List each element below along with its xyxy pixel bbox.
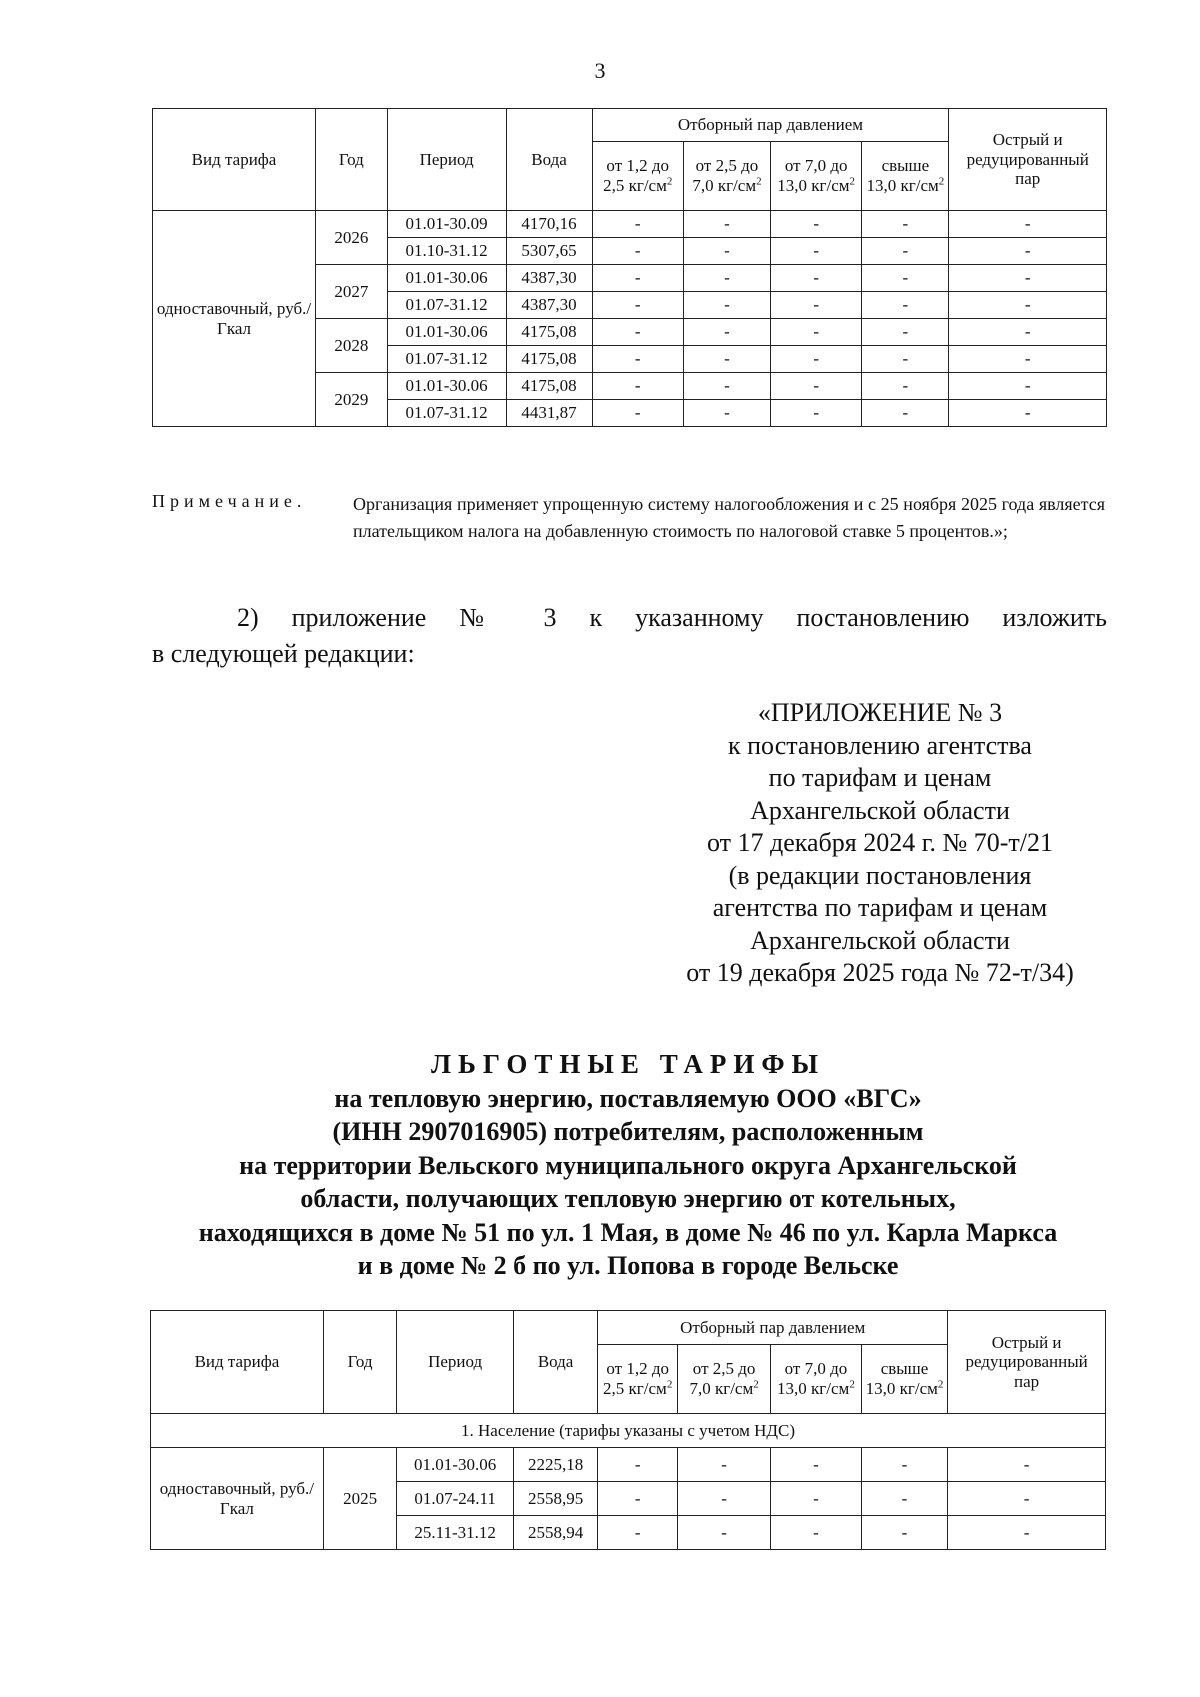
tariff-table-2	[150, 1310, 1106, 1550]
table-row	[153, 211, 1107, 238]
water-cell: 4175,08	[506, 373, 592, 400]
water-cell: 4387,30	[506, 292, 592, 319]
period-cell: 01.01-30.09	[387, 211, 506, 238]
appendix-line: по тарифам и ценам	[768, 763, 992, 792]
year-cell: 2029	[316, 373, 388, 427]
dash-cell: -	[770, 319, 861, 346]
header-steam-3: от 7,0 до 13,0 $кг/см^2$	[770, 142, 861, 211]
appendix-header	[640, 697, 1120, 990]
period-cell: 01.01-30.06	[387, 319, 506, 346]
dash-cell: -	[592, 346, 683, 373]
dash-cell: -	[948, 1448, 1106, 1482]
dash-cell: -	[949, 238, 1107, 265]
dash-cell: -	[862, 373, 949, 400]
water-cell: 2558,95	[513, 1482, 597, 1516]
header-sharp-steam: Острый и редуцированный пар	[948, 1311, 1106, 1414]
dash-cell: -	[861, 1516, 947, 1550]
heading-line: на тепловую энергию, поставляемую ООО «ВГС»	[334, 1083, 922, 1113]
water-cell: 2558,94	[513, 1516, 597, 1550]
dash-cell: -	[678, 1516, 771, 1550]
tariff-label: одноставочный, руб./Гкал	[153, 211, 316, 427]
dash-cell: -	[678, 1482, 771, 1516]
header-water: Вода	[506, 109, 592, 211]
heading-line: области, получающих тепловую энергию от котельных,	[300, 1184, 956, 1213]
period-cell: 01.01-30.06	[387, 373, 506, 400]
header-year: Год	[323, 1311, 396, 1414]
dash-cell: -	[683, 373, 770, 400]
appendix-line: «ПРИЛОЖЕНИЕ № 3	[757, 698, 1003, 727]
dash-cell: -	[770, 265, 861, 292]
year-cell: 2028	[316, 319, 388, 373]
dash-cell: -	[771, 1448, 862, 1482]
tariff-heading	[150, 1048, 1106, 1283]
period-cell: 01.10-31.12	[387, 238, 506, 265]
header-sharp-steam: Острый и редуцированный пар	[949, 109, 1107, 211]
dash-cell: -	[683, 211, 770, 238]
dash-cell: -	[949, 373, 1107, 400]
dash-cell: -	[592, 319, 683, 346]
dash-cell: -	[770, 346, 861, 373]
header-steam-2: от 2,5 до 7,0 $кг/см^2$	[678, 1345, 771, 1414]
appendix-line: Архангельской области	[750, 925, 1010, 955]
year-cell: 2026	[316, 211, 388, 265]
dash-cell: -	[949, 346, 1107, 373]
header-steam-group: Отборный пар давлением	[592, 109, 949, 142]
header-steam-4: свыше 13,0 $кг/см^2$	[862, 142, 949, 211]
period-cell: 01.07-24.11	[397, 1482, 514, 1516]
heading-line: (ИНН 2907016905) потребителям, расположенным	[332, 1117, 924, 1146]
item-2-line-1: 2) приложение № 3 к указанному постановлению изложить	[237, 603, 1107, 632]
dash-cell: -	[771, 1516, 862, 1550]
year-cell: 2027	[316, 265, 388, 319]
dash-cell: -	[949, 265, 1107, 292]
dash-cell: -	[949, 292, 1107, 319]
dash-cell: -	[770, 373, 861, 400]
dash-cell: -	[770, 238, 861, 265]
header-tariff-type: Вид тарифа	[151, 1311, 324, 1414]
period-cell: 25.11-31.12	[397, 1516, 514, 1550]
water-cell: 4175,08	[506, 346, 592, 373]
dash-cell: -	[861, 1482, 947, 1516]
tariff-table-1	[152, 108, 1107, 427]
dash-cell: -	[592, 265, 683, 292]
dash-cell: -	[770, 292, 861, 319]
dash-cell: -	[683, 400, 770, 427]
header-steam-group: Отборный пар давлением	[598, 1311, 948, 1345]
header-tariff-type: Вид тарифа	[153, 109, 316, 211]
page-number: 3	[594, 58, 606, 83]
header-period: Период	[387, 109, 506, 211]
dash-cell: -	[948, 1516, 1106, 1550]
tariff-label: одноставочный, руб./Гкал	[151, 1448, 324, 1550]
heading-line: находящихся в доме № 51 по ул. 1 Мая, в доме № 46 по ул. Карла Маркса	[198, 1217, 1058, 1247]
dash-cell: -	[862, 319, 949, 346]
header-steam-1: от 1,2 до 2,5 $кг/см^2$	[592, 142, 683, 211]
dash-cell: -	[862, 211, 949, 238]
dash-cell: -	[948, 1482, 1106, 1516]
dash-cell: -	[598, 1482, 678, 1516]
heading-line: на территории Вельского муниципального округа Архангельской	[239, 1150, 1017, 1180]
heading-line: и в доме № 2 б по ул. Попова в городе Вельске	[357, 1251, 899, 1280]
dash-cell: -	[592, 211, 683, 238]
dash-cell: -	[949, 400, 1107, 427]
dash-cell: -	[598, 1448, 678, 1482]
dash-cell: -	[862, 292, 949, 319]
header-year: Год	[316, 109, 388, 211]
item-2-paragraph	[152, 600, 1107, 672]
appendix-line: Архангельской области	[750, 795, 1010, 825]
dash-cell: -	[862, 265, 949, 292]
dash-cell: -	[683, 319, 770, 346]
dash-cell: -	[592, 238, 683, 265]
note-label: Примечание.	[152, 491, 307, 511]
dash-cell: -	[592, 400, 683, 427]
dash-cell: -	[598, 1516, 678, 1550]
period-cell: 01.01-30.06	[387, 265, 506, 292]
header-steam-4: свыше 13,0 $кг/см^2$	[861, 1345, 947, 1414]
dash-cell: -	[862, 346, 949, 373]
header-steam-2: от 2,5 до 7,0 $кг/см^2$	[683, 142, 770, 211]
header-period: Период	[397, 1311, 514, 1414]
dash-cell: -	[683, 292, 770, 319]
year-cell: 2025	[323, 1448, 396, 1550]
dash-cell: -	[683, 238, 770, 265]
heading-title: ЛЬГОТНЫЕ ТАРИФЫ	[430, 1049, 826, 1079]
dash-cell: -	[678, 1448, 771, 1482]
dash-cell: -	[771, 1482, 862, 1516]
water-cell: 4387,30	[506, 265, 592, 292]
water-cell: 5307,65	[506, 238, 592, 265]
dash-cell: -	[683, 346, 770, 373]
appendix-line: от 19 декабря 2025 года № 72-т/34)	[686, 958, 1074, 987]
dash-cell: -	[949, 211, 1107, 238]
water-cell: 4170,16	[506, 211, 592, 238]
dash-cell: -	[949, 319, 1107, 346]
water-cell: 4431,87	[506, 400, 592, 427]
item-2-line-2: в следующей редакции:	[152, 639, 415, 668]
table-row	[151, 1448, 1106, 1482]
appendix-line: (в редакции постановления	[728, 860, 1032, 890]
dash-cell: -	[770, 400, 861, 427]
note-text: Организация применяет упрощенную систему налогообложения и с 25 ноября 2025 года является плательщиком налога на добавленную стоимость по налоговой ставке 5 процентов.»;	[353, 494, 1105, 541]
dash-cell: -	[861, 1448, 947, 1482]
dash-cell: -	[770, 211, 861, 238]
period-cell: 01.01-30.06	[397, 1448, 514, 1482]
dash-cell: -	[862, 238, 949, 265]
appendix-line: к постановлению агентства	[728, 730, 1032, 760]
appendix-line: от 17 декабря 2024 г. № 70-т/21	[706, 828, 1054, 857]
section-row: 1. Население (тарифы указаны с учетом НДС)	[151, 1414, 1106, 1448]
header-water: Вода	[513, 1311, 597, 1414]
water-cell: 2225,18	[513, 1448, 597, 1482]
dash-cell: -	[592, 292, 683, 319]
appendix-line: агентства по тарифам и ценам	[712, 893, 1048, 922]
period-cell: 01.07-31.12	[387, 346, 506, 373]
period-cell: 01.07-31.12	[387, 400, 506, 427]
period-cell: 01.07-31.12	[387, 292, 506, 319]
dash-cell: -	[592, 373, 683, 400]
header-steam-1: от 1,2 до 2,5 $кг/см^2$	[598, 1345, 678, 1414]
dash-cell: -	[862, 400, 949, 427]
dash-cell: -	[683, 265, 770, 292]
water-cell: 4175,08	[506, 319, 592, 346]
header-steam-3: от 7,0 до 13,0 $кг/см^2$	[771, 1345, 862, 1414]
